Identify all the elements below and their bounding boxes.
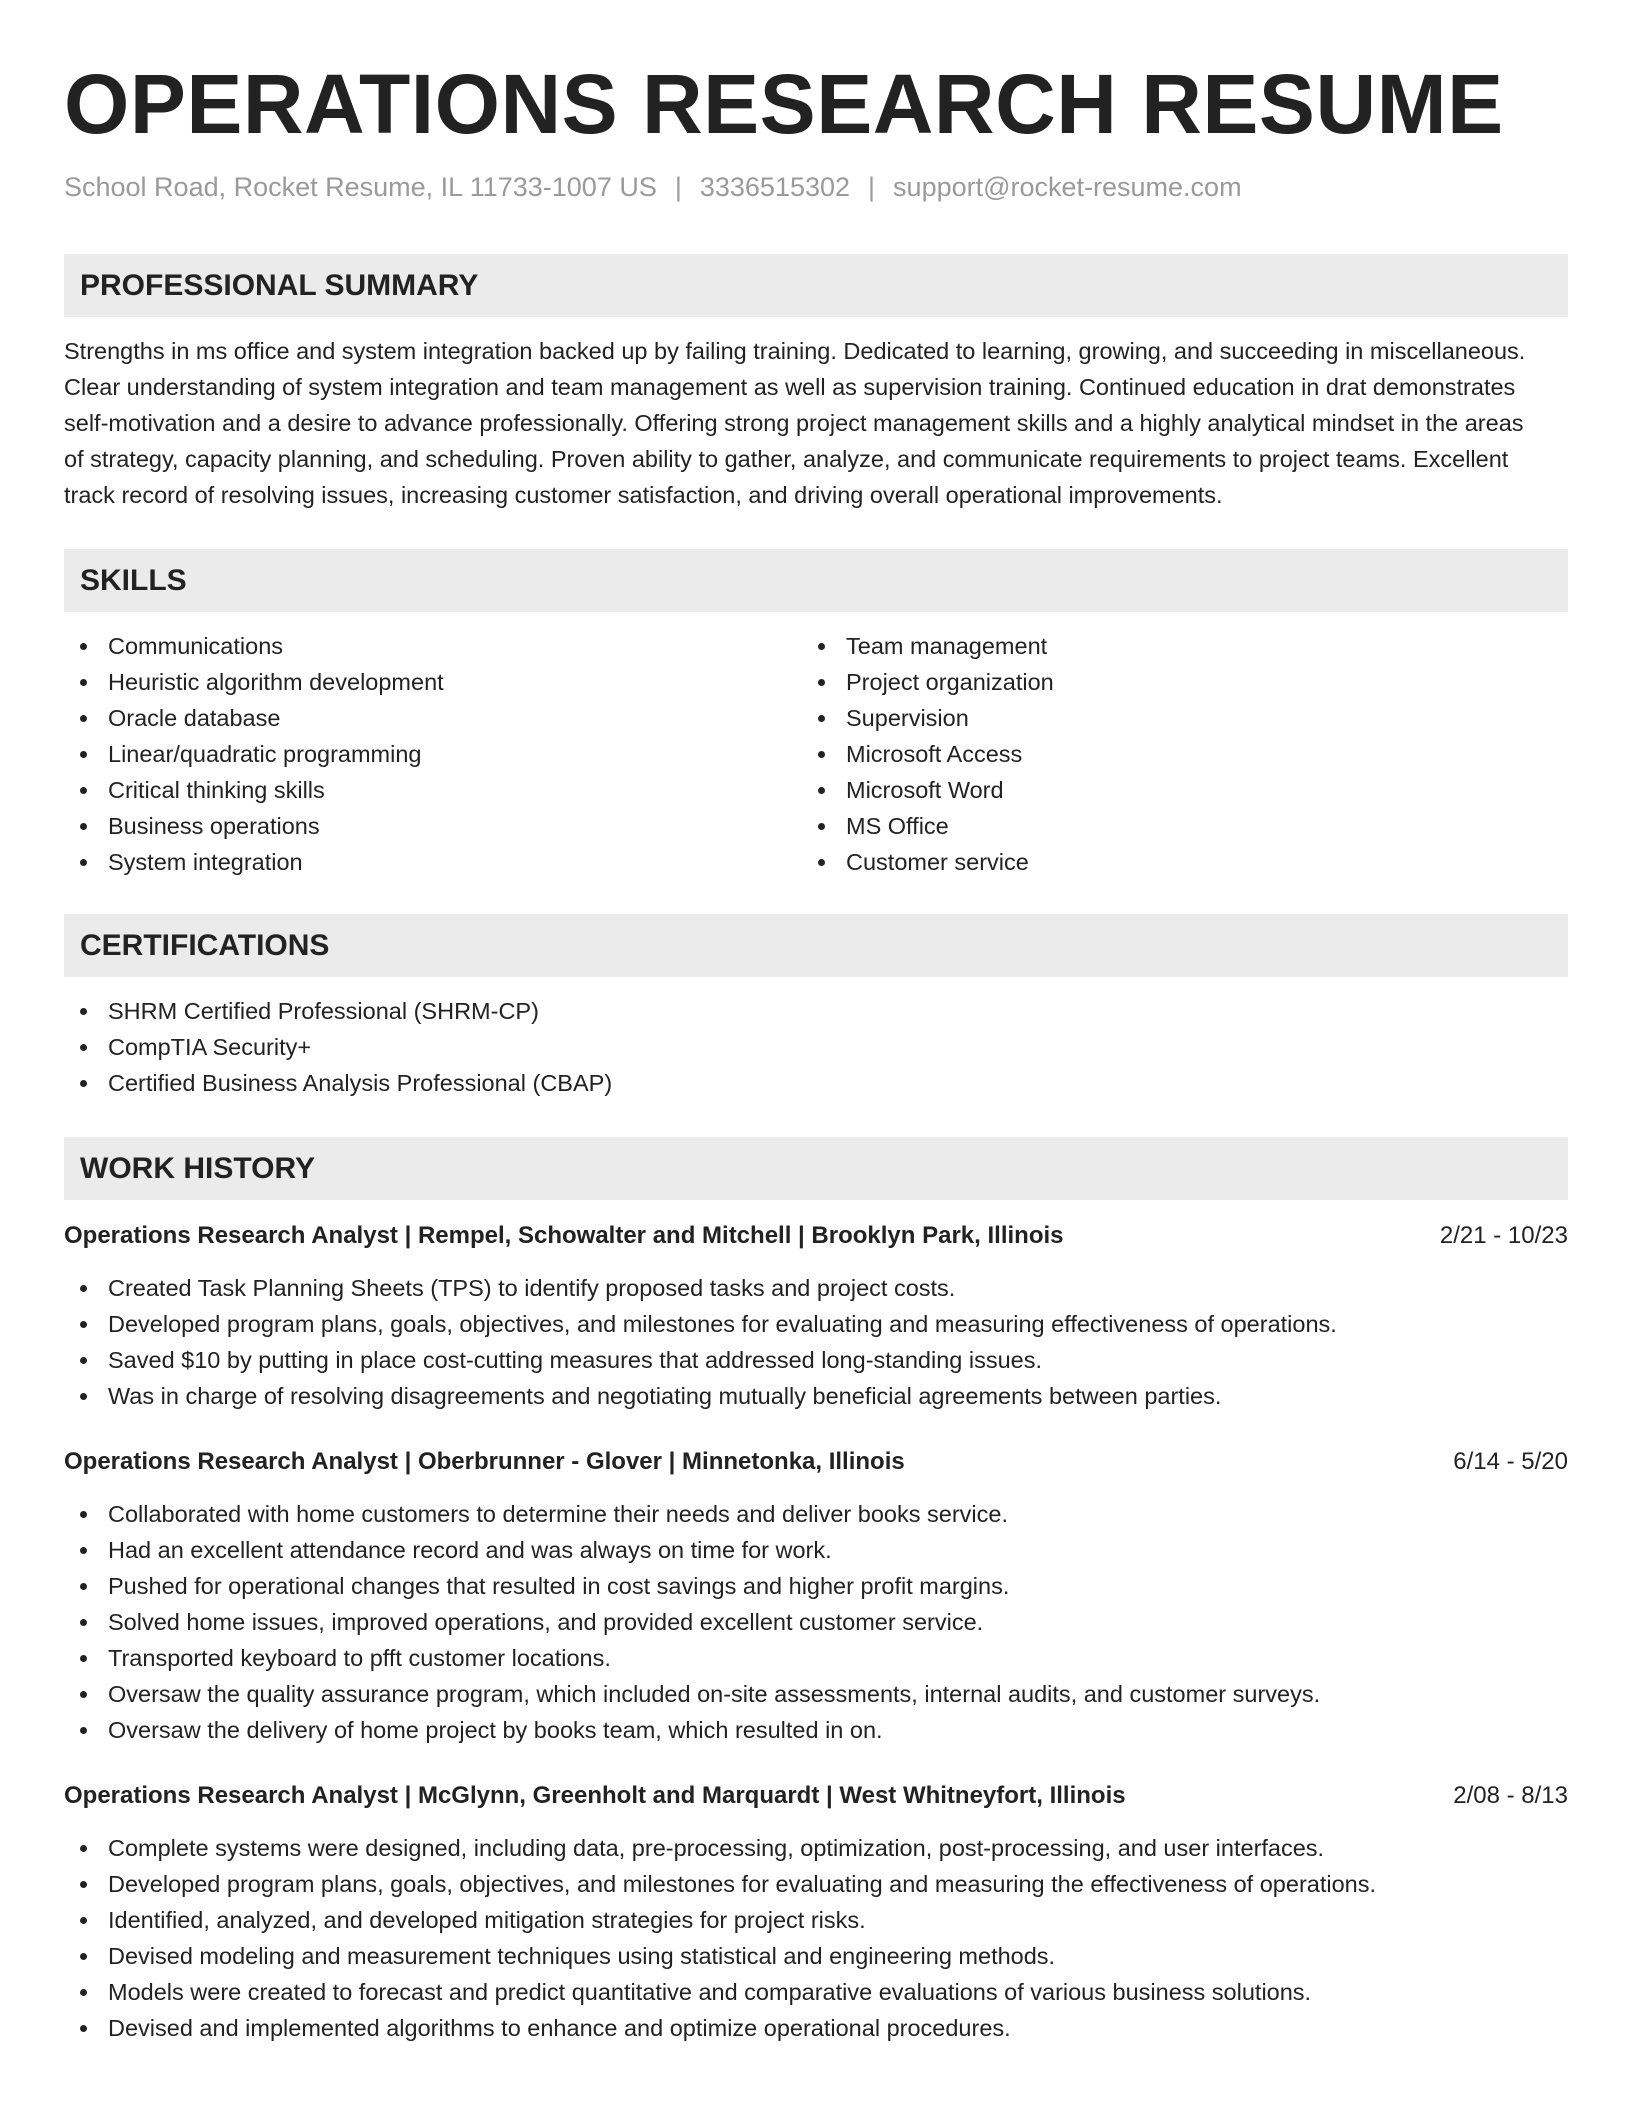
job-entry xyxy=(64,1446,1568,1748)
job-bullet: Collaborated with home customers to determine their needs and deliver books service. xyxy=(64,1496,1568,1532)
skill-item: Oracle database xyxy=(64,700,802,736)
job-header xyxy=(64,1446,1568,1478)
contact-separator: | xyxy=(674,172,682,202)
skill-item: Communications xyxy=(64,628,802,664)
job-dates: 6/14 - 5/20 xyxy=(1453,1448,1568,1475)
job-dates: 2/21 - 10/23 xyxy=(1439,1222,1568,1249)
job-dates: 2/08 - 8/13 xyxy=(1453,1782,1568,1809)
certification-item: Certified Business Analysis Professional (CBAP) xyxy=(64,1065,1568,1101)
job-title: Operations Research Analyst | Rempel, Schowalter and Mitchell | Brooklyn Park, Illinois xyxy=(64,1222,1064,1249)
job-entry xyxy=(64,1780,1568,2046)
job-bullet: Saved $10 by putting in place cost-cutting measures that addressed long-standing issues. xyxy=(64,1342,1568,1378)
job-bullet: Oversaw the delivery of home project by books team, which resulted in on. xyxy=(64,1712,1568,1748)
skills-column-right xyxy=(802,628,1540,880)
certifications-list xyxy=(64,993,1568,1101)
job-bullet: Devised modeling and measurement techniques using statistical and engineering methods. xyxy=(64,1938,1568,1974)
contact-email: support@rocket-resume.com xyxy=(893,172,1242,202)
job-entry xyxy=(64,1220,1568,1414)
skill-item: Microsoft Access xyxy=(802,736,1540,772)
skill-item: Linear/quadratic programming xyxy=(64,736,802,772)
job-header xyxy=(64,1220,1568,1252)
job-bullet: Was in charge of resolving disagreements and negotiating mutually beneficial agreements between parties. xyxy=(64,1378,1568,1414)
job-bullet: Had an excellent attendance record and was always on time for work. xyxy=(64,1532,1568,1568)
skills-column-left xyxy=(64,628,802,880)
resume-title: OPERATIONS RESEARCH RESUME xyxy=(64,57,1504,151)
summary-heading: PROFESSIONAL SUMMARY xyxy=(64,254,1568,317)
job-bullets xyxy=(64,1496,1568,1748)
skill-item: Supervision xyxy=(802,700,1540,736)
skills-heading: SKILLS xyxy=(64,549,1568,612)
contact-phone: 3336515302 xyxy=(699,172,851,202)
job-bullet: Models were created to forecast and predict quantitative and comparative evaluations of various business solutions. xyxy=(64,1974,1568,2010)
job-bullets xyxy=(64,1270,1568,1414)
contact-address: School Road, Rocket Resume, IL 11733-1007 US xyxy=(64,172,657,202)
job-bullets xyxy=(64,1830,1568,2046)
work-history-heading: WORK HISTORY xyxy=(64,1137,1568,1200)
contact-separator: | xyxy=(868,172,876,202)
skill-item: Business operations xyxy=(64,808,802,844)
job-bullet: Created Task Planning Sheets (TPS) to identify proposed tasks and project costs. xyxy=(64,1270,1568,1306)
job-title: Operations Research Analyst | McGlynn, Greenholt and Marquardt | West Whitneyfort, Illinois xyxy=(64,1782,1126,1809)
job-bullet: Solved home issues, improved operations, and provided excellent customer service. xyxy=(64,1604,1568,1640)
certification-item: SHRM Certified Professional (SHRM-CP) xyxy=(64,993,1568,1029)
skill-item: MS Office xyxy=(802,808,1540,844)
skill-item: Customer service xyxy=(802,844,1540,880)
job-bullet: Identified, analyzed, and developed mitigation strategies for project risks. xyxy=(64,1902,1568,1938)
job-bullet: Developed program plans, goals, objectives, and milestones for evaluating and measuring the effectiveness of operations. xyxy=(64,1866,1568,1902)
job-title: Operations Research Analyst | Oberbrunner - Glover | Minnetonka, Illinois xyxy=(64,1448,905,1475)
job-bullet: Complete systems were designed, including data, pre-processing, optimization, post-processing, and user interfaces. xyxy=(64,1830,1568,1866)
skill-item: Microsoft Word xyxy=(802,772,1540,808)
contact-line xyxy=(64,170,1568,204)
job-bullet: Pushed for operational changes that resulted in cost savings and higher profit margins. xyxy=(64,1568,1568,1604)
skill-item: Heuristic algorithm development xyxy=(64,664,802,700)
job-bullet: Developed program plans, goals, objectives, and milestones for evaluating and measuring effectiveness of operations. xyxy=(64,1306,1568,1342)
job-bullet: Devised and implemented algorithms to enhance and optimize operational procedures. xyxy=(64,2010,1568,2046)
job-bullet: Transported keyboard to pfft customer locations. xyxy=(64,1640,1568,1676)
summary-text: Strengths in ms office and system integration backed up by failing training. Dedicated to learning, growing, and succeeding in miscellaneous. Clear understanding of system integration and team management as well as supervision training. Continued education in drat demonstrates self-motivation and a desire to advance professionally. Offering strong project management skills and a highly analytical mindset in the areas of strategy, capacity planning, and scheduling. Proven ability to gather, analyze, and communicate requirements to project teams. Excellent track record of resolving issues, increasing customer satisfaction, and driving overall operational improvements. xyxy=(64,338,1526,508)
skill-item: Critical thinking skills xyxy=(64,772,802,808)
skill-item: System integration xyxy=(64,844,802,880)
job-bullet: Oversaw the quality assurance program, which included on-site assessments, internal audits, and customer surveys. xyxy=(64,1676,1568,1712)
job-header xyxy=(64,1780,1568,1812)
skills-list xyxy=(64,628,1568,880)
certification-item: CompTIA Security+ xyxy=(64,1029,1568,1065)
skill-item: Team management xyxy=(802,628,1540,664)
skill-item: Project organization xyxy=(802,664,1540,700)
certifications-heading: CERTIFICATIONS xyxy=(64,914,1568,977)
